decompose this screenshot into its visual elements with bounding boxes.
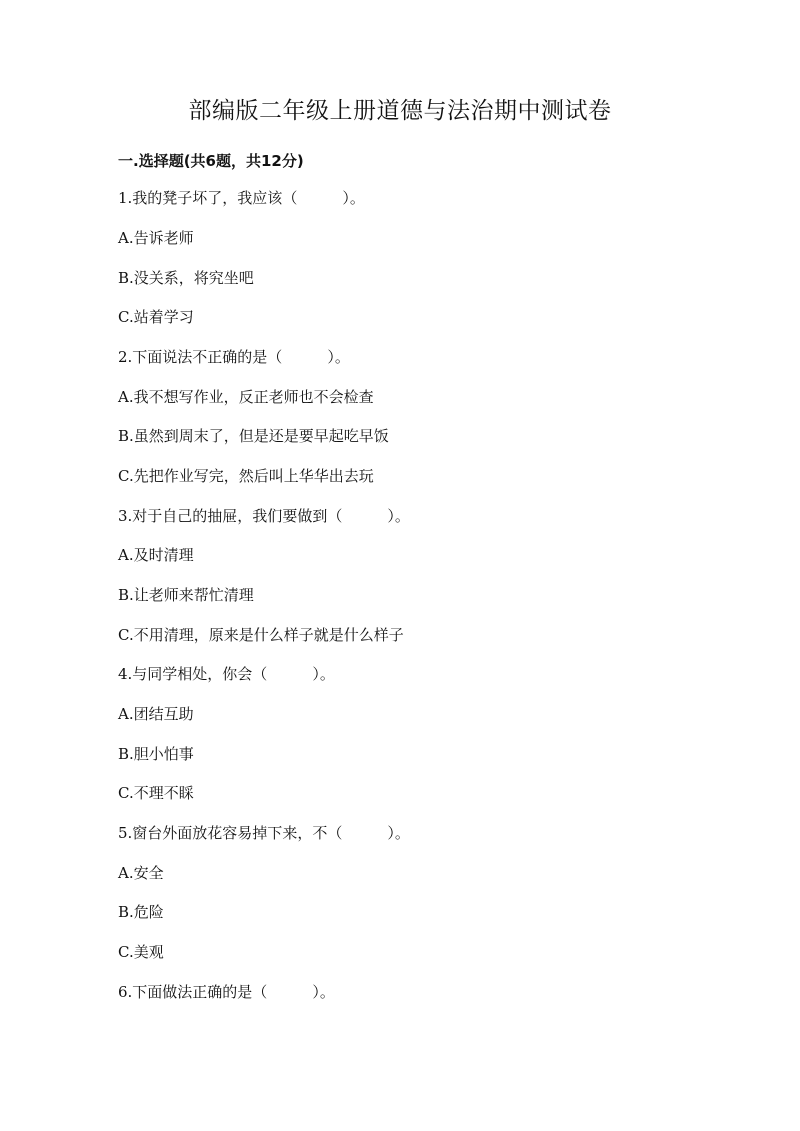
question-4-option-c: C.不理不睬 bbox=[118, 784, 194, 802]
question-1-option-b: B.没关系，将究坐吧 bbox=[118, 269, 254, 287]
question-1-option-a: A.告诉老师 bbox=[118, 229, 194, 247]
question-3-option-a: A.及时清理 bbox=[118, 546, 194, 564]
question-3-option-b: B.让老师来帮忙清理 bbox=[118, 586, 254, 604]
question-1-option-c: C.站着学习 bbox=[118, 308, 194, 326]
question-5-option-b: B.危险 bbox=[118, 903, 164, 921]
question-2-option-b: B.虽然到周末了，但是还是要早起吃早饭 bbox=[118, 427, 389, 445]
question-5-option-a: A.安全 bbox=[118, 864, 164, 882]
question-2-option-a: A.我不想写作业，反正老师也不会检查 bbox=[118, 388, 374, 406]
question-4-option-b: B.胆小怕事 bbox=[118, 745, 194, 763]
question-2-option-c: C.先把作业写完，然后叫上华华出去玩 bbox=[118, 467, 374, 485]
question-2: 2.下面说法不正确的是（ ）。 bbox=[118, 348, 350, 366]
section-heading: 一.选择题(共6题，共12分) bbox=[118, 152, 304, 170]
question-6: 6.下面做法正确的是（ ）。 bbox=[118, 983, 335, 1001]
question-4-option-a: A.团结互助 bbox=[118, 705, 194, 723]
question-3-option-c: C.不用清理，原来是什么样子就是什么样子 bbox=[118, 626, 404, 644]
question-3: 3.对于自己的抽屉，我们要做到（ ）。 bbox=[118, 507, 410, 525]
page-title: 部编版二年级上册道德与法治期中测试卷 bbox=[188, 98, 612, 124]
question-5: 5.窗台外面放花容易掉下来，不（ ）。 bbox=[118, 824, 410, 842]
question-5-option-c: C.美观 bbox=[118, 943, 164, 961]
question-1: 1.我的凳子坏了，我应该（ ）。 bbox=[118, 189, 365, 207]
question-4: 4.与同学相处，你会（ ）。 bbox=[118, 665, 335, 683]
